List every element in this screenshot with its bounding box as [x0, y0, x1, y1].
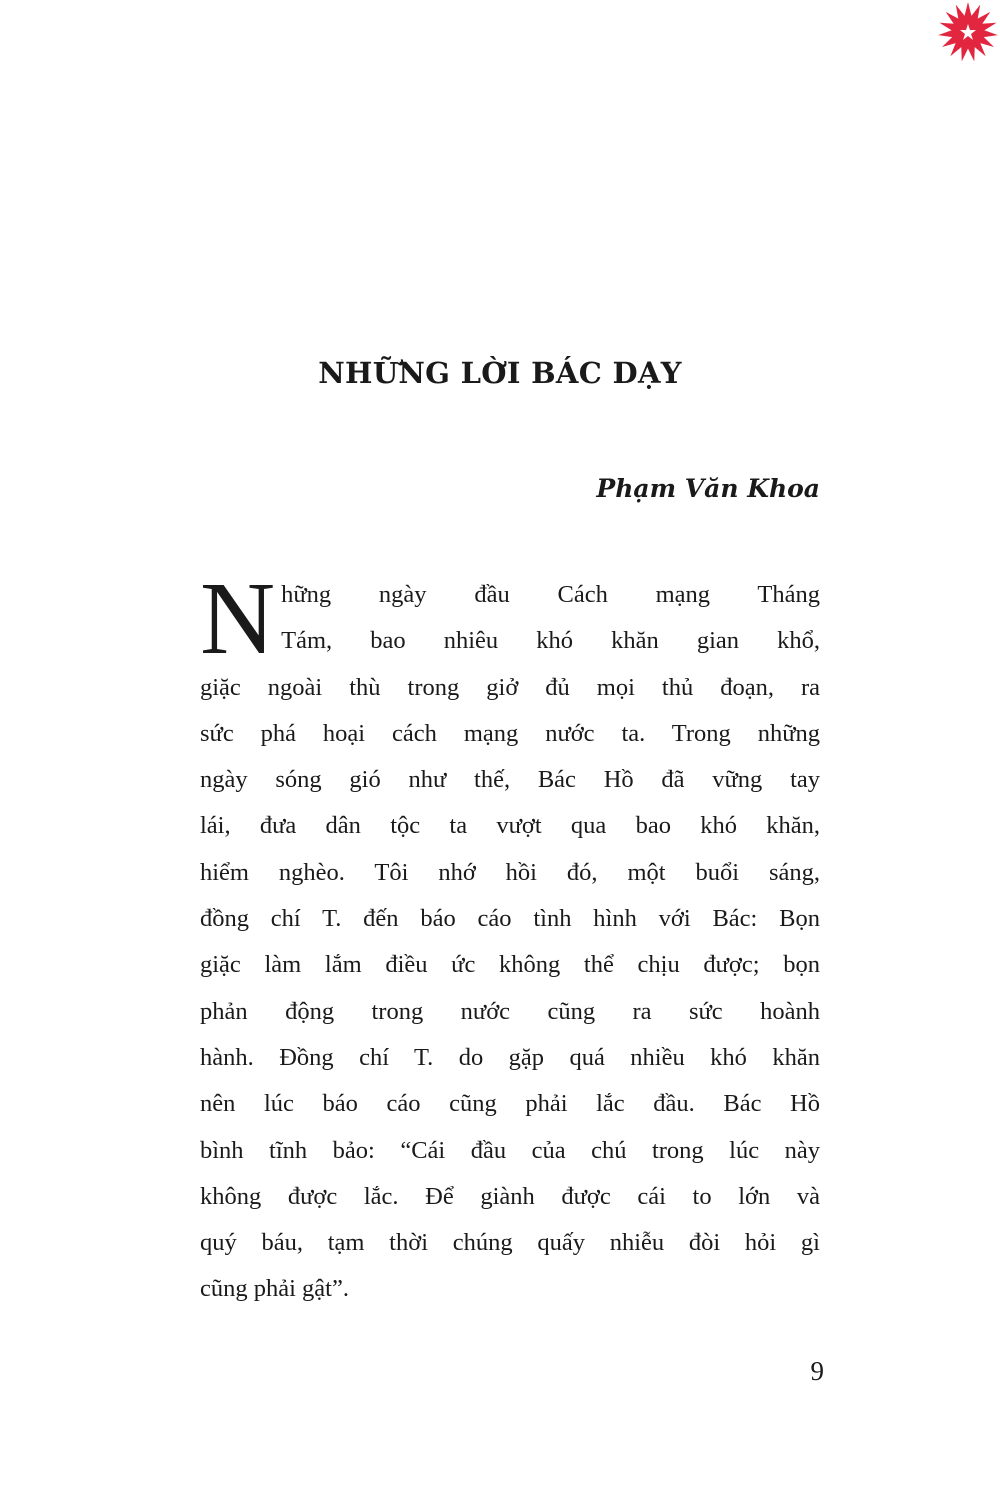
text-line: phản động trong nước cũng ra sức hoành — [200, 997, 820, 1025]
text-line: đồng chí T. đến báo cáo tình hình với Bác: Bọn — [200, 905, 820, 933]
text-line: giặc làm lắm điều ức không thể chịu được; bọn — [200, 951, 820, 979]
text-line: bình tĩnh bảo: “Cái đầu của chú trong lúc này — [200, 1136, 820, 1164]
text-line: quý báu, tạm thời chúng quấy nhiễu đòi hỏi gì — [200, 1229, 820, 1257]
page-number: 9 — [810, 1356, 824, 1386]
drop-cap: N — [200, 561, 276, 676]
text-line: Tám, bao nhiêu khó khăn gian khổ, — [281, 627, 820, 655]
text-line: sức phá hoại cách mạng nước ta. Trong những — [200, 719, 820, 747]
text-line: ngày sóng gió như thế, Bác Hồ đã vững tay — [200, 766, 820, 794]
first-paragraph-opening — [200, 561, 820, 676]
text-line: giặc ngoài thù trong giở đủ mọi thủ đoạn, ra — [200, 673, 820, 701]
text-line: không được lắc. Để giành được cái to lớn và — [200, 1182, 820, 1210]
text-line: lái, đưa dân tộc ta vượt qua bao khó khăn, — [200, 812, 820, 840]
text-line: hiểm nghèo. Tôi nhớ hồi đó, một buổi sáng, — [200, 858, 820, 886]
body-text — [200, 561, 820, 1313]
author-name: Phạm Văn Khoa — [596, 474, 820, 503]
text-line: cũng phải gật”. — [200, 1275, 349, 1303]
chapter-title: NHỮNG LỜI BÁC DẠY — [318, 356, 682, 390]
text-line: hững ngày đầu Cách mạng Tháng — [281, 581, 820, 608]
text-line: hành. Đồng chí T. do gặp quá nhiều khó khăn — [200, 1043, 820, 1071]
publisher-logo — [936, 0, 1000, 64]
text-line: nên lúc báo cáo cũng phải lắc đầu. Bác Hồ — [200, 1090, 820, 1118]
star-emblem-icon — [936, 0, 1000, 64]
